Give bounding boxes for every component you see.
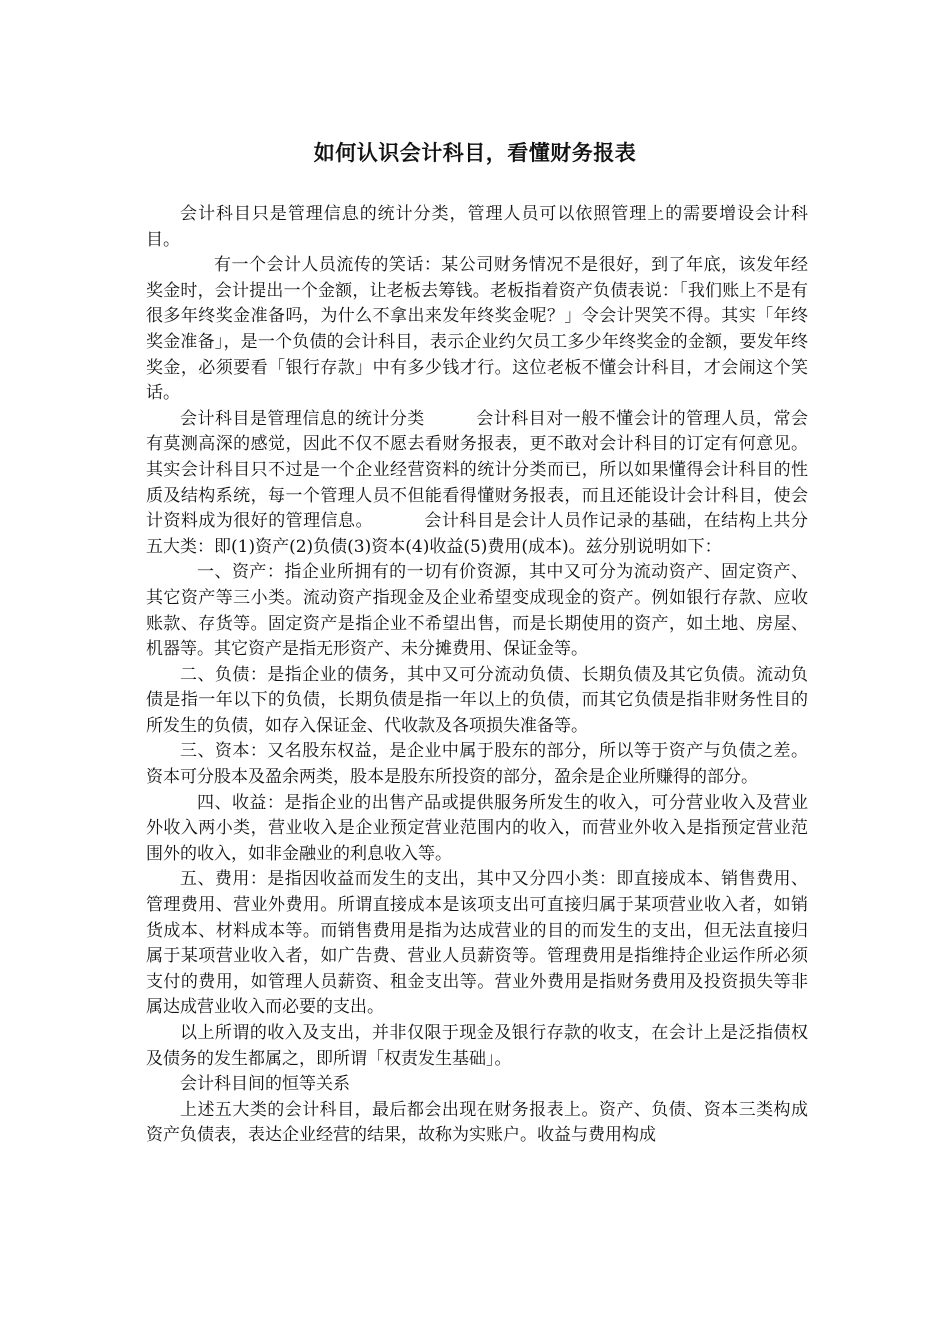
paragraph: 二、负债：是指企业的债务，其中又可分流动负债、长期负债及其它负债。流动负债是指一年以下的负债，长期负债是指一年以上的负债，而其它负债是指非财务性目的所发生的负债，如存入保证金、代收款及各项损失准备等。 bbox=[146, 664, 808, 736]
paragraph-inline: 会计科目对一般不懂会计的管理人员，常会有莫测高深的感觉，因此不仅不愿去看财务报表，更不敢对会计科目的订定有何意见。其实会计科目只不过是一个企业经营资料的统计分类而已，所以如果懂得会计科目的性质及结构系统，每一个管理人员不但能看得懂财务报表，而且还能设计会计科目，使会计资料成为很好的管理信息。 bbox=[146, 408, 809, 532]
paragraph: 以上所谓的收入及支出，并非仅限于现金及银行存款的收支，在会计上是泛指债权及债务的发生都属之，即所谓「权责发生基础」。 bbox=[146, 1023, 808, 1069]
document-title: 如何认识会计科目，看懂财务报表 bbox=[313, 141, 637, 165]
paragraph-inline: 会计科目是会计人员作记录的基础，在结构上共分五大类：即(1)资产(2)负债(3)资本(4)收益(5)费用(成本)。兹分别说明如下： bbox=[146, 511, 809, 557]
paragraph: 会计科目只是管理信息的统计分类，管理人员可以依照管理上的需要增设会计科目。 bbox=[146, 204, 808, 250]
paragraph: 一、资产：指企业所拥有的一切有价资源，其中又可分为流动资产、固定资产、其它资产等三小类。流动资产指现金及企业希望变成现金的资产。例如银行存款、应收账款、存货等。固定资产是指企业不希望出售，而是长期使用的资产，如土地、房屋、机器等。其它资产是指无形资产、未分摊费用、保证金等。 bbox=[146, 562, 808, 660]
paragraph: 有一个会计人员流传的笑话：某公司财务情况不是很好，到了年底，该发年经奖金时，会计提出一个金额，让老板去筹钱。老板指着资产负债表说：「我们账上不是有很多年终奖金准备吗，为什么不拿出来发年终奖金呢？」令会计哭笑不得。其实「年终奖金准备」，是一个负债的会计科目，表示企业约欠员工多少年终奖金的金额，要发年终奖金，必须要看「银行存款」中有多少钱才行。这位老板不懂会计科目，才会闹这个笑话。 bbox=[146, 255, 808, 404]
paragraph: 四、收益：是指企业的出售产品或提供服务所发生的收入，可分营业收入及营业外收入两小类，营业收入是企业预定营业范围内的收入，而营业外收入是指预定营业范围外的收入，如非金融业的利息收入等。 bbox=[146, 792, 808, 864]
section-heading: 会计科目间的恒等关系 bbox=[180, 1074, 350, 1095]
section-heading: 会计科目是管理信息的统计分类 bbox=[180, 408, 425, 429]
document-body bbox=[146, 202, 808, 1149]
paragraph-compound bbox=[146, 407, 808, 561]
paragraph: 三、资本：又名股东权益，是企业中属于股东的部分，所以等于资产与负债之差。资本可分股本及盈余两类，股本是股东所投资的部分，盈余是企业所赚得的部分。 bbox=[146, 741, 808, 788]
paragraph: 上述五大类的会计科目，最后都会出现在财务报表上。资产、负债、资本三类构成资产负债表，表达企业经营的结果，故称为实账户。收益与费用构成 bbox=[146, 1099, 808, 1146]
paragraph: 五、费用：是指因收益而发生的支出，其中又分四小类：即直接成本、销售费用、管理费用、营业外费用。所谓直接成本是该项支出可直接归属于某项营业收入者，如销货成本、材料成本等。而销售费用是指为达成营业的目的而发生的支出，但无法直接归属于某项营业收入者，如广告费、营业人员薪资等。管理费用是指维持企业运作所必须支付的费用，如管理人员薪资、租金支出等。营业外费用是指财务费用及投资损失等非属达成营业收入而必要的支出。 bbox=[146, 869, 808, 1018]
